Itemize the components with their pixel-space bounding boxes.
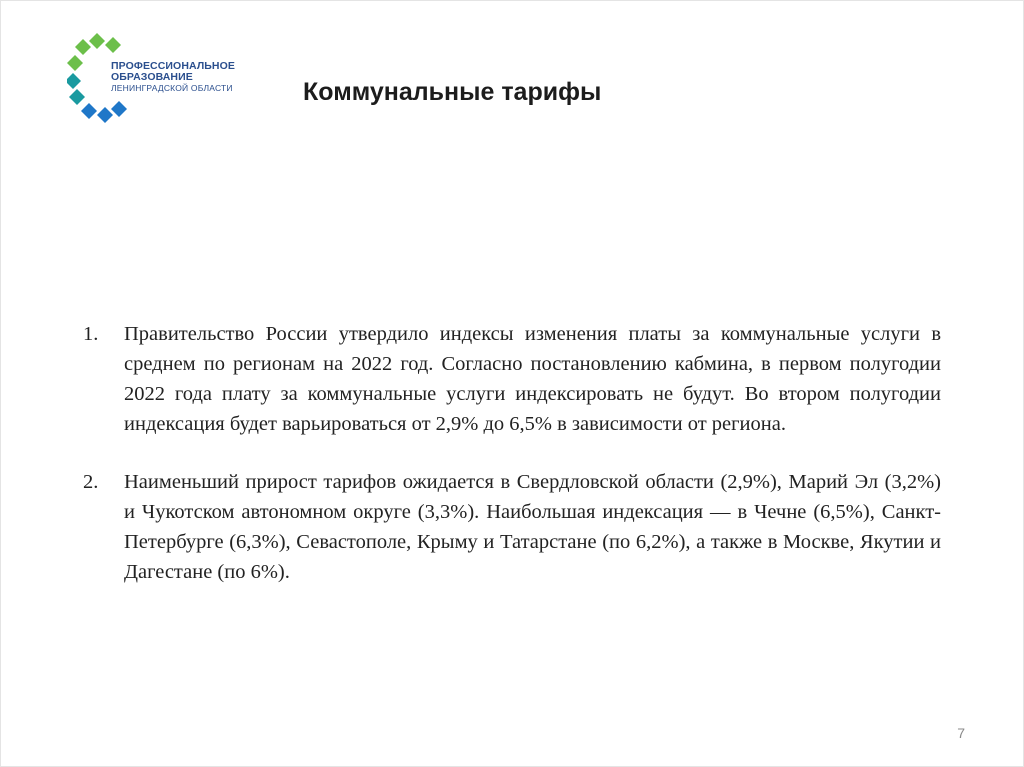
content-list [83,319,941,587]
logo-diamond-left-3 [69,89,85,105]
logo-line-1: ПРОФЕССИОНАЛЬНОЕ [111,60,235,72]
page-title: Коммунальные тарифы [303,78,602,106]
logo-diamond-top-1 [89,33,105,49]
list-item-text: Наименьший прирост тарифов ожидается в Свердловской области (2,9%), Марий Эл (3,2%) и Чукотском автономном округе (3,3%). Наибольшая индексация — в Чечне (6,5%), Санкт-Петербурге (6,3%), Севастополе, Крыму и Татарстане (по 6,2%), а также в Москве, Якутии и Дагестане (по 6%). [124,471,941,583]
logo-diamond-bottom-2 [111,101,127,117]
logo-diamond-top-left [75,39,91,55]
logo-line-3: ЛЕНИНГРАДСКОЙ ОБЛАСТИ [111,83,233,93]
page-number: 7 [957,725,965,741]
logo-line-2: ОБРАЗОВАНИЕ [111,71,193,83]
logo-diamond-top-2 [105,37,121,53]
list-item-text: Правительство России утвердило индексы изменения платы за коммунальные услуги в среднем по регионам на 2022 год. Согласно постановлению кабмина, в первом полугодии 2022 года плату за коммунальные услуги индексировать не будут. Во втором полугодии индексация будет варьироваться от 2,9% до 6,5% в зависимости от региона. [124,323,941,435]
organization-logo [67,31,267,131]
logo-diamond-left-2 [67,73,81,89]
logo-text [111,61,235,94]
logo-diamond-bottom-left [81,103,97,119]
logo-diamond-bottom-1 [97,107,113,123]
list-item-number: 2. [83,471,99,493]
list-item [83,319,941,439]
list-item-number: 1. [83,323,99,345]
logo-diamond-left-1 [67,55,83,71]
list-item [83,467,941,587]
